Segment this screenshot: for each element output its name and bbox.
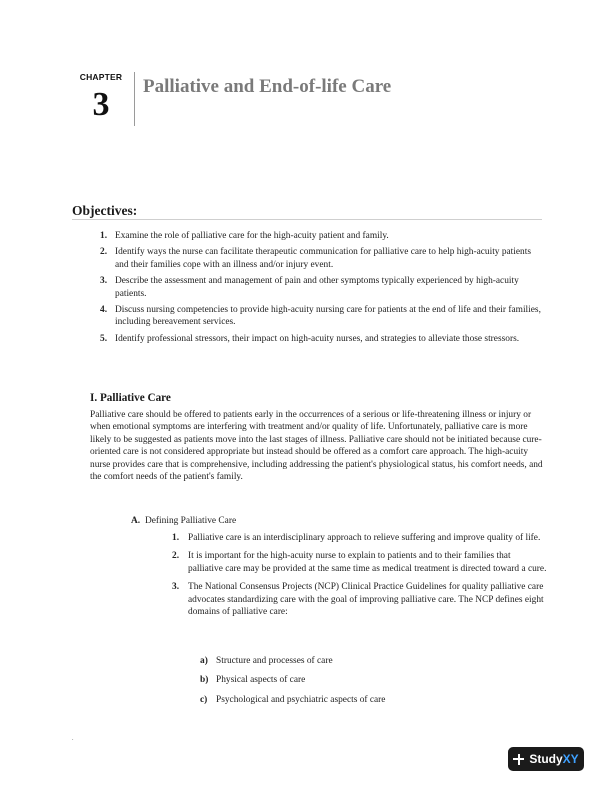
objective-number: 3. [100, 276, 108, 287]
chapter-block [70, 72, 132, 122]
subsection-heading [131, 516, 236, 526]
domain-list [200, 655, 385, 713]
objective-number: 4. [100, 305, 108, 316]
objective-text: Discuss nursing competencies to provide high-acuity nursing care for patients at the end of life and their families, including bereavement services. [115, 305, 541, 328]
chapter-divider [134, 72, 135, 126]
objective-text: Identify ways the nurse can facilitate therapeutic communication for palliative care to help high-acuity patients and their families cope with an illness and/or injury event. [115, 247, 531, 270]
domain-letter: b) [200, 675, 209, 686]
point-list [172, 532, 547, 624]
objective-item [100, 333, 545, 345]
domain-letter: c) [200, 694, 208, 705]
objective-item [100, 246, 545, 271]
objective-number: 5. [100, 333, 108, 344]
point-number: 2. [172, 551, 180, 562]
point-number: 1. [172, 533, 180, 543]
domain-item [200, 655, 385, 667]
subsection-title: Defining Palliative Care [145, 516, 237, 526]
objective-list [100, 230, 545, 349]
domain-item [200, 674, 385, 686]
domain-text: Physical aspects of care [216, 675, 306, 686]
brand-part-xy: XY [562, 752, 579, 766]
subsection-letter: A. [131, 516, 141, 526]
domain-item [200, 694, 385, 706]
point-item [172, 581, 547, 618]
objectives-divider [72, 219, 542, 220]
domain-letter: a) [200, 656, 208, 666]
studyxy-badge[interactable] [508, 747, 584, 771]
footer-dot: . [72, 736, 74, 742]
objective-item [100, 230, 545, 242]
objective-item [100, 275, 545, 300]
plus-icon [513, 754, 524, 765]
objective-number: 2. [100, 247, 108, 258]
domain-text: Psychological and psychiatric aspects of care [216, 694, 386, 705]
chapter-title: Palliative and End-of-life Care [143, 76, 392, 97]
objectives-heading: Objectives: [72, 203, 138, 218]
objective-text: Describe the assessment and management of pain and other symptoms typically experienced by high-acuity patients. [115, 276, 519, 299]
point-text: Palliative care is an interdisciplinary approach to relieve suffering and improve quality of life. [188, 533, 541, 543]
chapter-label: CHAPTER [79, 72, 123, 82]
brand-name [529, 752, 578, 766]
objective-item [100, 304, 545, 329]
intro-paragraph: Palliative care should be offered to patients early in the occurrences of a serious or life-threatening illness or injury or when emotional symptoms are interfering with treatment and/or quality of life. Unfortunately, palliative care is more likely to be suggested as patients move into the last stages of illness. Palliative care should not be initiated because cure-oriented care is not considered appropriate but instead should be offered as a comfort care approach. The high-acuity nurse provides care that is comprehensive, including addressing the patient's physiological status, his comfort needs, and the comfort needs of the patient's family. [90, 410, 543, 483]
objective-text: Identify professional stressors, their impact on high-acuity nurses, and strategies to alleviate those stressors. [115, 333, 520, 344]
objective-text: Examine the role of palliative care for the high-acuity patient and family. [115, 231, 389, 241]
point-text: It is important for the high-acuity nurse to explain to patients and to their families that palliative care may be provided at the same time as medical treatment is directed toward a cure. [188, 551, 547, 574]
point-text: The National Consensus Projects (NCP) Clinical Practice Guidelines for quality palliative care advocates standardizing care with the goal of improving palliative care. The NCP defines eight domains of palliative care: [188, 582, 544, 618]
domain-text: Structure and processes of care [216, 656, 333, 666]
chapter-number: 3 [92, 86, 110, 123]
section-heading: I. Palliative Care [90, 392, 171, 404]
point-item [172, 550, 547, 575]
objective-number: 1. [100, 231, 108, 241]
brand-part-study: Study [529, 752, 563, 766]
point-item [172, 532, 547, 544]
point-number: 3. [172, 582, 180, 593]
